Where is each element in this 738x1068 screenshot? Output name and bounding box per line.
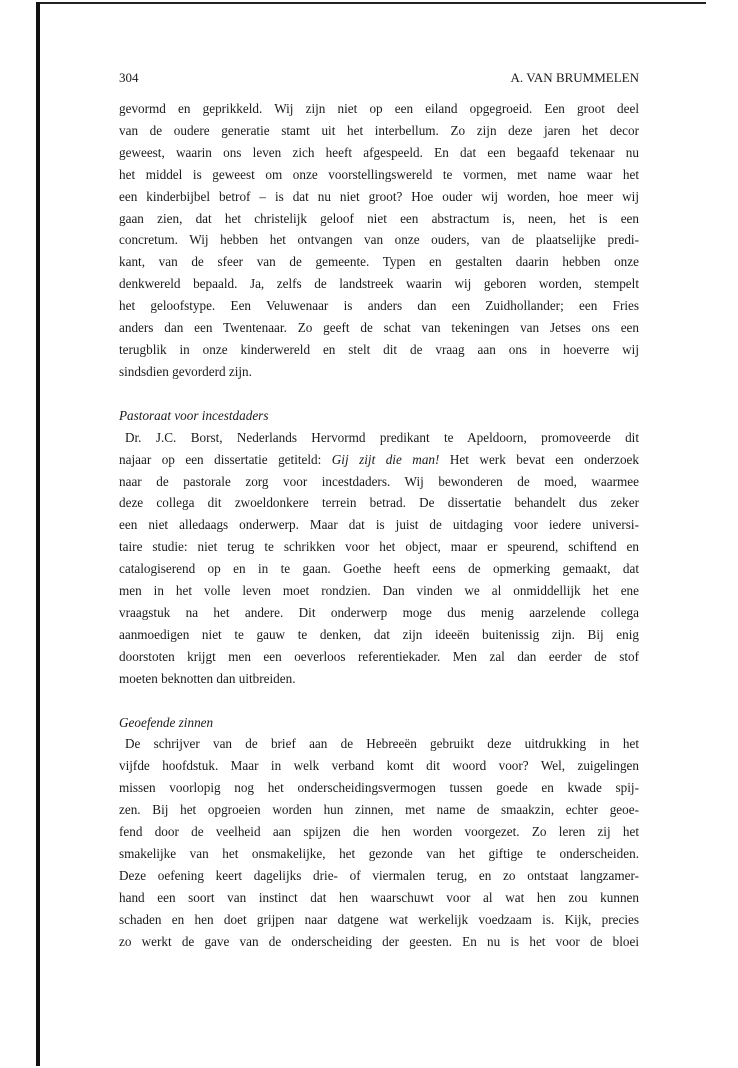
text-line: moeten beknotten dan uitbreiden. xyxy=(119,670,296,686)
text-line: geweest, waarin ons leven zich heeft afgespeeld. En dat een begaafd tekenaar nu xyxy=(119,144,639,160)
text-line: vraagstuk na het andere. Dit onderwerp moge dus menig aarzelende collega xyxy=(119,604,639,620)
text-line: terugblik in onze kinderwereld en stelt dit de vraag aan ons in hoeverre wij xyxy=(119,341,639,357)
text-line: anders dan een Twentenaar. Zo geeft de schat van tekeningen van Jetses ons een xyxy=(119,320,639,336)
text-line: het middel is geweest om onze voorstellingswereld te vormen, met name waar het xyxy=(119,166,639,182)
section-gap xyxy=(119,690,639,712)
text-line: doorstoten krijgt men een oeverloos referentiekader. Men zal dan eerder de stof xyxy=(119,648,639,664)
text-line: denkwereld bepaald. Ja, zelfs de landstreek waarin wij geboren worden, stempelt xyxy=(119,276,639,292)
text-line: van de oudere generatie stamt uit het interbellum. Zo zijn deze jaren het decor xyxy=(119,122,639,138)
text-line: aanmoedigen niet te gauw te denken, dat zijn ideeën buitenissig zijn. Bij enig xyxy=(119,626,639,642)
text-line: Deze oefening keert dagelijks drie- of viermalen terug, en zo ontstaat langzamer- xyxy=(119,867,639,883)
scan-border-left xyxy=(36,2,40,1066)
text-line: het geloofstype. Een Veluwenaar is anders dan een Zuidhollander; een Fries xyxy=(119,298,639,314)
text-line: smakelijke van het onsmakelijke, het gezonde van het giftige te onderscheiden. xyxy=(119,846,639,861)
text-line: schaden en hen doet grijpen naar datgene wat werkelijk voedzaam is. Kijk, precies xyxy=(119,911,639,927)
text-line: gaan zien, dat het christelijk geloof niet een abstractum is, neen, het is een xyxy=(119,210,639,226)
text-fragment: najaar op een dissertatie getiteld: xyxy=(119,451,332,467)
text-line: De schrijver van de brief aan de Hebreeën gebruikt deze uitdrukking in het xyxy=(125,736,639,752)
dissertation-title: Gij zijt die man! xyxy=(331,451,440,467)
text-line: taire studie: niet terug te schrikken voor het object, maar er speurend, schiftend en xyxy=(119,539,639,555)
text-line xyxy=(119,449,639,471)
text-line: catalogiserend op en in te gaan. Goethe heeft eens de opmerking gemaakt, dat xyxy=(119,561,639,577)
section-gap xyxy=(119,383,639,405)
section-heading-geoefende-zinnen: Geoefende zinnen xyxy=(119,714,214,730)
book-page xyxy=(119,70,639,953)
text-line: zo werkt de gave van de onderscheiding der geesten. En nu is het voor de bloei xyxy=(119,933,639,949)
text-line: naar de pastorale zorg voor incestdaders. Wij bewonderen de moed, waarmee xyxy=(119,473,639,489)
text-line: kant, van de sfeer van de gemeente. Typen en gestalten daarin hebben onze xyxy=(119,254,639,270)
text-line: missen voorlopig nog het onderscheidingsvermogen tussen goede en kwade spij- xyxy=(119,780,639,796)
text-line: fend door de veelheid aan spijzen die hen worden voorgezet. Zo leren zij het xyxy=(119,824,639,840)
text-line: concretum. Wij hebben het ontvangen van onze ouders, van de plaatselijke predi- xyxy=(119,232,639,248)
text-line: Dr. J.C. Borst, Nederlands Hervormd predikant te Apeldoorn, promoveerde dit xyxy=(125,429,639,445)
text-line: een kinderbijbel betrof – is dat nu niet groot? Hoe ouder wij worden, hoe meer wij xyxy=(119,188,639,204)
running-header xyxy=(119,70,639,92)
paragraph-1 xyxy=(119,98,639,383)
section-heading-pastoraat: Pastoraat voor incestdaders xyxy=(119,407,269,423)
page-number: 304 xyxy=(119,70,139,85)
paragraph-pastoraat xyxy=(119,427,639,690)
text-line: sindsdien gevorderd zijn. xyxy=(119,363,252,379)
text-line: men in het volle leven moet rondzien. Dan vinden we al onmiddellijk het ene xyxy=(119,583,639,599)
paragraph-geoefende-zinnen xyxy=(119,733,639,952)
text-line: gevormd en geprikkeld. Wij zijn niet op een eiland opgegroeid. Een groot deel xyxy=(119,101,639,116)
text-line: een niet alledaags onderwerp. Maar dat is juist de uitdaging voor iedere universi- xyxy=(119,517,639,533)
text-fragment: Het werk bevat een onderzoek xyxy=(439,451,640,467)
text-line: hand een soort van instinct dat hen waarschuwt voor al wat hen zou kunnen xyxy=(119,889,639,905)
running-title: A. VAN BRUMMELEN xyxy=(510,70,639,85)
text-line: vijfde hoofdstuk. Maar in welk verband komt dit woord voor? Wel, zuigelingen xyxy=(119,758,639,774)
text-line: deze collega dit zwoeldonkere terrein betrad. De dissertatie behandelt dus zeker xyxy=(119,495,639,511)
scan-border-top xyxy=(38,2,706,4)
text-line: zen. Bij het opgroeien worden hun zinnen, met name de smaakzin, echter geoe- xyxy=(119,802,639,818)
